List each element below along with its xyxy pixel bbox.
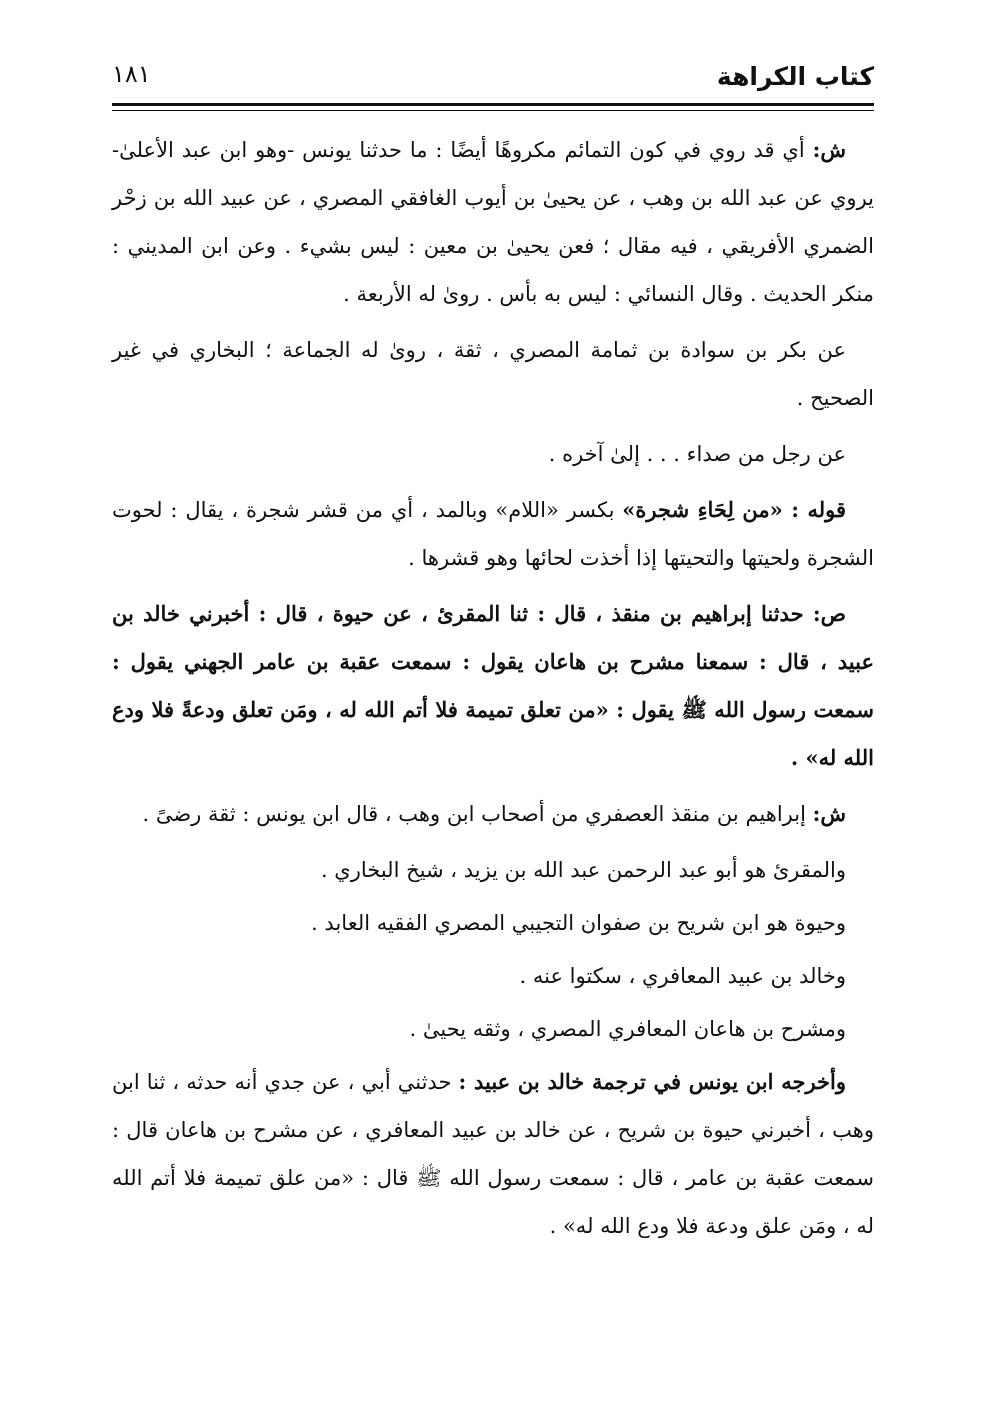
list-line: والمقرئ هو أبو عبد الرحمن عبد الله بن يزيد ، شيخ البخاري . <box>320 858 846 882</box>
page-body <box>112 126 874 1250</box>
paragraph-lihaa-explanation <box>112 486 874 582</box>
header-thick-rule <box>112 103 874 106</box>
chapter-title: كتاب الكراهة <box>716 62 874 91</box>
paragraph-narrator-bakr <box>112 326 874 422</box>
paragraph-commentary-2 <box>112 790 874 838</box>
paragraph-text: بكسر «اللام» وبالمد ، أي من قشر شجرة ، يقال : لحوت الشجرة ولحيتها والتحيتها إذا أخذت لحائها وهو قشرها . <box>112 498 874 570</box>
paragraph-text: حدثني أبي ، عن جدي أنه حدثه ، ثنا ابن وهب ، أخبرني حيوة بن شريح ، عن خالد بن عبيد المعافري ، عن مشرح بن هاعان قال : سمعت عقبة بن عامر ، قال : سمعت رسول الله ﷺ قال : «من علق تميمة فلا أتم الله له ، ومَن علق ودعة فلا ودع الله له» . <box>112 1070 874 1238</box>
paragraph-lead: ص: <box>812 601 846 626</box>
paragraph-hadith-text <box>112 590 874 782</box>
page-number: ١٨١ <box>112 60 151 88</box>
paragraph-text: أي قد روي في كون التمائم مكروهًا أيضًا : ما حدثنا يونس -وهو ابن عبد الأعلىٰ- يروي عن عبد الله بن وهب ، عن يحيىٰ بن أيوب الغافقي المصري ، عن عبيد الله بن زحْر الضمري الأفريقي ، فيه مقال ؛ فعن يحيىٰ بن معين : ليس بشيء . وعن ابن المديني : منكر الحديث . وقال النسائي : ليس به بأس . روىٰ له الأربعة . <box>112 138 874 306</box>
list-line: وحيوة هو ابن شريح بن صفوان التجيبي المصري الفقيه العابد . <box>311 911 846 935</box>
list-line: ومشرح بن هاعان المعافري المصري ، وثقه يحيىٰ . <box>409 1017 846 1041</box>
paragraph-lead: ش: <box>812 801 846 826</box>
paragraph-lead: قوله : «من لِحَاءِ شجرة» <box>622 497 846 522</box>
page-header <box>112 58 874 98</box>
paragraph-lead: وأخرجه ابن يونس في ترجمة خالد بن عبيد : <box>458 1069 846 1094</box>
paragraph-text: عن رجل من صداء . . . إلىٰ آخره . <box>548 442 846 466</box>
paragraph-bold-text: حدثنا إبراهيم بن منقذ ، قال : ثنا المقرئ ، عن حيوة ، قال : أخبرني خالد بن عبيد ، قال : سمعنا مشرح بن هاعان يقول : سمعت عقبة بن عامر الجهني يقول : سمعت رسول الله ﷺ يقول : «من تعلق تميمة فلا أتم الله له ، ومَن تعلق ودعةً فلا ودع الله له» . <box>112 601 874 770</box>
list-line: وخالد بن عبيد المعافري ، سكتوا عنه . <box>519 964 846 988</box>
header-thin-rule <box>112 110 874 111</box>
paragraph-narrator-rajul <box>112 430 874 478</box>
paragraph-ibn-yunus <box>112 1058 874 1250</box>
paragraph-lead: ش: <box>812 137 846 162</box>
paragraph-text: عن بكر بن سوادة بن ثمامة المصري ، ثقة ، روىٰ له الجماعة ؛ البخاري في غير الصحيح . <box>112 338 874 410</box>
paragraph-commentary-1 <box>112 126 874 318</box>
paragraph-text: إبراهيم بن منقذ العصفري من أصحاب ابن وهب ، قال ابن يونس : ثقة رضىً . <box>142 802 813 826</box>
